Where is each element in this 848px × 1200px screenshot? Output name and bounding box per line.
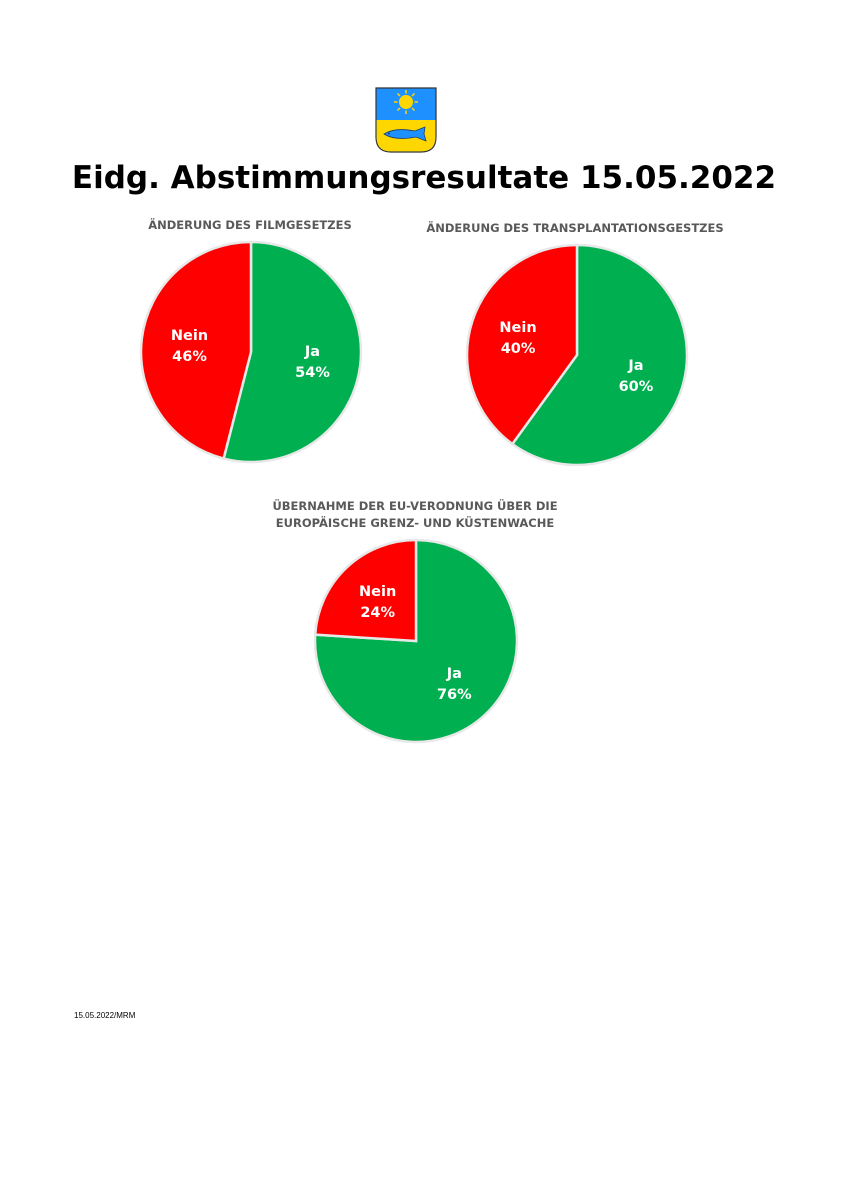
slice-label-ja: Ja xyxy=(628,358,644,375)
page-title: Eidg. Abstimmungsresultate 15.05.2022 xyxy=(71,160,777,196)
slice-label-ja: Ja xyxy=(304,343,321,360)
chart-title-filmgesetz: ÄNDERUNG DES FILMGESETZES xyxy=(148,218,352,232)
slice-value-nein: 24% xyxy=(360,605,396,622)
slice-value-nein: 46% xyxy=(172,349,207,366)
pie-chart-grenzwache xyxy=(310,535,522,747)
chart-title-transplantationsgesetz: ÄNDERUNG DES TRANSPLANTATIONSGESTZES xyxy=(426,221,724,235)
slice-label-ja: Ja xyxy=(446,665,462,682)
chart-title-grenzwache: ÜBERNAHME DER EU-VERODNUNG ÜBER DIE EUROPÄISCHE GRENZ- UND KÜSTENWACHE xyxy=(272,499,558,530)
slice-value-ja: 54% xyxy=(295,364,330,381)
slice-label-nein: Nein xyxy=(170,328,209,345)
slice-value-nein: 40% xyxy=(500,340,536,357)
slice-value-ja: 60% xyxy=(618,379,654,396)
footer-note: 15.05.2022/MRM xyxy=(74,1011,136,1020)
slice-value-ja: 76% xyxy=(436,686,472,703)
coat-of-arms-icon xyxy=(375,87,437,153)
pie-chart-filmgesetz xyxy=(136,237,366,467)
pie-chart-transplantationsgesetz xyxy=(462,240,692,470)
slice-label-nein: Nein xyxy=(359,584,397,601)
slice-label-nein: Nein xyxy=(499,319,537,336)
